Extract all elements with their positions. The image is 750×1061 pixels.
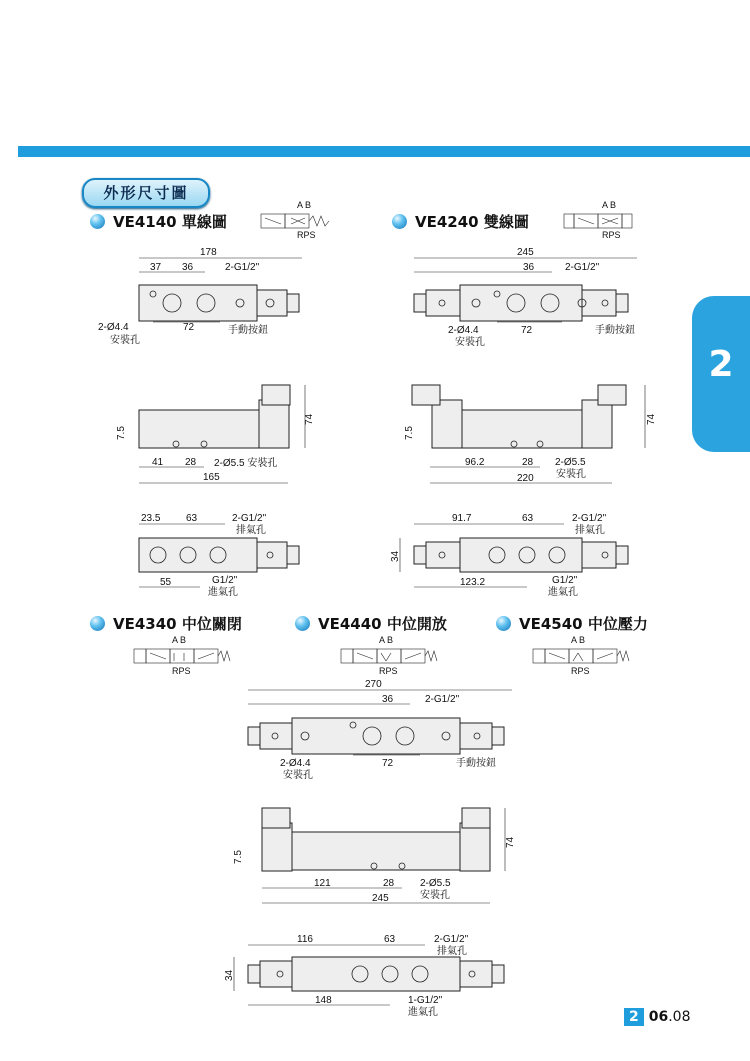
- dim-d2: 28: [383, 878, 395, 889]
- dim-manual: 手動按鈕: [595, 325, 635, 336]
- dim-exhaust-sub: 排氣孔: [437, 946, 467, 957]
- symbol-ports-top: A B: [602, 200, 617, 210]
- dim-port: 2-G1/2": [225, 262, 260, 273]
- ve4240-top-view: [414, 247, 637, 348]
- model-title: VE4240 雙線圖: [415, 213, 529, 231]
- symbol-ports-bottom: RPS: [379, 666, 398, 676]
- dim-d2: 28: [522, 457, 534, 468]
- dim-d2: 36: [182, 262, 194, 273]
- dim-mount-sub: 安裝孔: [110, 335, 140, 346]
- dim-base: 7.5: [233, 850, 244, 864]
- dim-inlet-sub: 進氣孔: [408, 1007, 438, 1018]
- dim-exhaust: 2-G1/2": [434, 934, 469, 945]
- dim-base: 7.5: [404, 426, 415, 440]
- dim-d2: 36: [382, 694, 394, 705]
- dim-overall: 245: [517, 247, 534, 258]
- symbol-ports-top: A B: [172, 635, 187, 645]
- page-main: 06: [648, 1009, 669, 1025]
- dim-d1: 91.7: [452, 513, 472, 524]
- ve4140-top-view: [98, 247, 302, 346]
- dim-mount: 2-Ø4.4: [280, 758, 311, 769]
- dim-inlet-sub: 進氣孔: [208, 587, 238, 598]
- ve4340-top-view: [248, 679, 512, 781]
- dim-d2: 63: [384, 934, 396, 945]
- symbol-ports-top: A B: [379, 635, 394, 645]
- dim-overall: 165: [203, 472, 220, 483]
- page-chapter: 2: [624, 1008, 644, 1026]
- dim-exhaust-sub: 排氣孔: [575, 525, 605, 536]
- ve4240-side-view: [404, 385, 657, 484]
- dim-overall: 178: [200, 247, 217, 258]
- symbol-ports-top: A B: [297, 200, 312, 210]
- dim-base: 7.5: [116, 426, 127, 440]
- chapter-number: 2: [708, 344, 734, 385]
- dim-d1: 116: [297, 934, 313, 945]
- dim-d1: 121: [314, 878, 331, 889]
- ve4340-bottom-view: [224, 934, 504, 1018]
- dim-d2: 63: [186, 513, 198, 524]
- model-title: VE4340 中位關閉: [113, 615, 242, 633]
- dim-overall: 270: [365, 679, 382, 690]
- dim-height: 74: [505, 836, 516, 848]
- dim-hole: 2-Ø5.5: [420, 878, 451, 889]
- dim-d3: 148: [315, 995, 332, 1006]
- model-title: VE4440 中位開放: [318, 615, 447, 633]
- dim-d1: 41: [152, 457, 164, 468]
- dim-manual: 手動按鈕: [228, 325, 268, 336]
- dim-overall: 245: [372, 893, 389, 904]
- page-number: [624, 1008, 691, 1026]
- model-title: VE4140 單線圖: [113, 213, 227, 231]
- model-title: VE4540 中位壓力: [519, 615, 648, 633]
- dim-exhaust: 2-G1/2": [232, 513, 267, 524]
- dim-height: 74: [646, 413, 657, 425]
- dim-height: 74: [304, 413, 315, 425]
- page-sub: .08: [668, 1009, 691, 1025]
- symbol-ports-top: A B: [571, 635, 586, 645]
- dim-hole: 2-Ø5.5 安裝孔: [214, 458, 278, 469]
- dim-d2: 36: [523, 262, 535, 273]
- dim-d2: 28: [185, 457, 197, 468]
- dim-exhaust: 2-G1/2": [572, 513, 607, 524]
- dim-mount-sub: 安裝孔: [455, 337, 485, 348]
- dim-d1: 23.5: [141, 513, 161, 524]
- dim-port: 2-G1/2": [425, 694, 460, 705]
- symbol-ports-bottom: RPS: [602, 230, 621, 240]
- dim-port: 2-G1/2": [565, 262, 600, 273]
- ve4240-bottom-view: [390, 513, 628, 598]
- dim-pitch: 72: [521, 325, 533, 336]
- dim-height: 34: [390, 550, 401, 562]
- dim-mount: 2-Ø4.4: [448, 325, 479, 336]
- dim-inlet-sub: 進氣孔: [548, 587, 578, 598]
- dim-hole-sub: 安裝孔: [420, 890, 450, 901]
- dim-exhaust-sub: 排氣孔: [236, 525, 266, 536]
- ve4340-side-view: [233, 808, 516, 904]
- symbol-ports-bottom: RPS: [571, 666, 590, 676]
- dim-d1: 37: [150, 262, 162, 273]
- dim-hole-sub: 安裝孔: [556, 469, 586, 480]
- ve4140-side-view: [116, 385, 315, 483]
- dim-d3: 123.2: [460, 577, 486, 588]
- ve4140-bottom-view: [139, 513, 299, 598]
- symbol-ports-bottom: RPS: [297, 230, 316, 240]
- dim-pitch: 72: [183, 322, 195, 333]
- dim-inlet: 1-G1/2": [408, 995, 443, 1006]
- dim-overall: 220: [517, 473, 534, 484]
- section-label: 外形尺寸圖: [103, 184, 189, 202]
- dim-d2: 63: [522, 513, 534, 524]
- dim-pitch: 72: [382, 758, 394, 769]
- dim-d1: 96.2: [465, 457, 485, 468]
- dim-mount: 2-Ø4.4: [98, 322, 129, 333]
- dim-inlet: G1/2": [212, 575, 238, 586]
- dim-inlet: G1/2": [552, 575, 578, 586]
- dim-manual: 手動按鈕: [456, 758, 496, 769]
- dim-mount-sub: 安裝孔: [283, 770, 313, 781]
- dim-d3: 55: [160, 577, 172, 588]
- symbol-ports-bottom: RPS: [172, 666, 191, 676]
- dim-hole: 2-Ø5.5: [555, 457, 586, 468]
- dim-height: 34: [224, 969, 235, 981]
